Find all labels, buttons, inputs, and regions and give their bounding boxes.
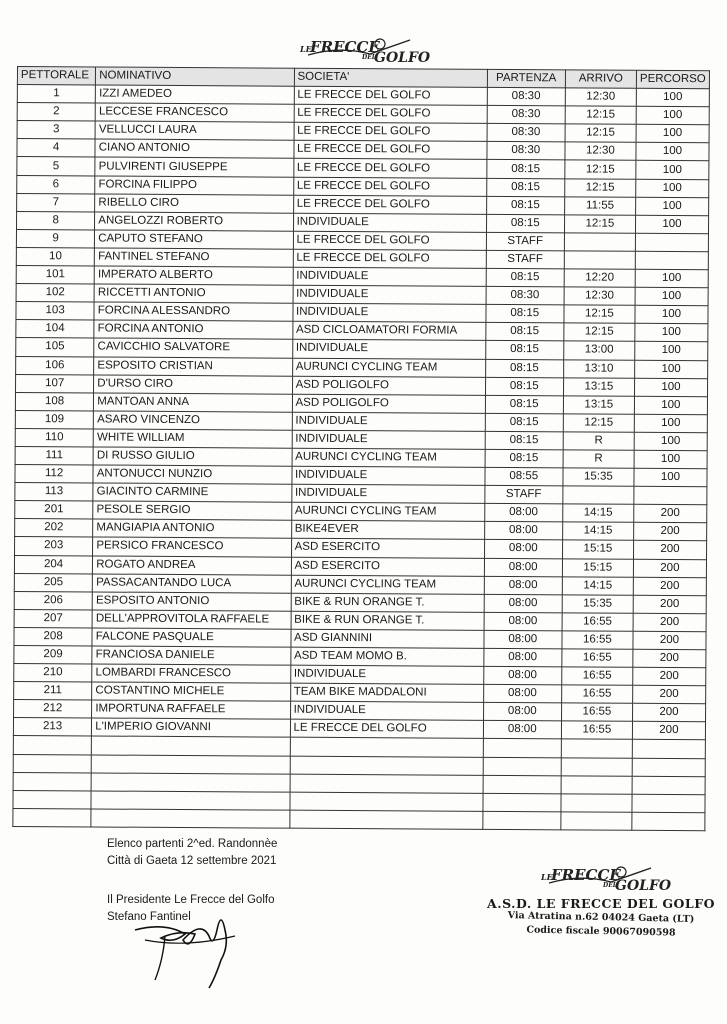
cell-societa: INDIVIDUALE <box>290 701 483 720</box>
cell-partenza: 08:15 <box>485 323 563 342</box>
cell-partenza: STAFF <box>484 486 562 505</box>
header-percorso: PERCORSO <box>636 70 709 89</box>
cell-nominativo: VELLUCCI LAURA <box>95 121 293 140</box>
cell-societa: TEAM BIKE MADDALONI <box>290 683 483 702</box>
cell-societa: LE FRECCE DEL GOLFO <box>294 122 487 141</box>
cell-pettorale: 4 <box>17 139 95 158</box>
cell-nominativo: COSTANTINO MICHELE <box>92 682 290 701</box>
header-nominativo: NOMINATIVO <box>96 67 294 86</box>
cell-partenza <box>483 793 561 812</box>
cell-pettorale: 209 <box>14 645 92 664</box>
cell-partenza: 08:30 <box>487 124 565 143</box>
cell-percorso: 100 <box>634 414 707 433</box>
cell-nominativo: CIANO ANTONIO <box>95 139 293 158</box>
cell-partenza: 08:15 <box>486 268 564 287</box>
cell-percorso: 200 <box>632 685 705 704</box>
logo-text-main: FRECCE <box>310 38 380 56</box>
cell-partenza: STAFF <box>486 250 564 269</box>
cell-pettorale: 204 <box>14 555 92 574</box>
cell-pettorale: 211 <box>14 682 92 701</box>
cell-pettorale: 8 <box>17 211 95 230</box>
cell-societa: INDIVIDUALE <box>290 665 483 684</box>
cell-arrivo: 12:15 <box>565 106 636 125</box>
cell-nominativo: CAPUTO STEFANO <box>95 230 293 249</box>
cell-nominativo: FRANCIOSA DANIELE <box>92 646 290 665</box>
cell-percorso: 200 <box>633 595 706 614</box>
table-row <box>13 808 705 830</box>
cell-pettorale: 107 <box>16 374 94 393</box>
cell-percorso: 200 <box>633 613 706 632</box>
cell-percorso <box>632 740 705 759</box>
cell-arrivo: 12:15 <box>565 178 636 197</box>
cell-arrivo: 13:15 <box>563 377 634 396</box>
cell-pettorale: 6 <box>17 175 95 194</box>
cell-partenza: STAFF <box>486 232 564 251</box>
header-societa: SOCIETA' <box>294 68 487 87</box>
cell-arrivo: 15:35 <box>563 468 634 487</box>
cell-percorso: 100 <box>635 342 708 361</box>
logo-text-end: GOLFO <box>374 50 431 66</box>
cell-percorso: 200 <box>633 631 706 650</box>
cell-percorso: 200 <box>633 559 706 578</box>
cell-arrivo: 16:55 <box>562 667 633 686</box>
cell-societa <box>290 774 483 793</box>
cell-nominativo: ANTONUCCI NUNZIO <box>93 465 291 484</box>
participants-table <box>12 66 710 831</box>
cell-percorso <box>635 233 708 252</box>
stamp-logo <box>541 862 672 896</box>
cell-nominativo: RICCETTI ANTONIO <box>94 284 292 303</box>
cell-nominativo: IMPORTUNA RAFFAELE <box>92 700 290 719</box>
cell-arrivo <box>561 794 632 813</box>
cell-nominativo <box>91 791 289 810</box>
cell-nominativo: ESPOSITO ANTONIO <box>92 592 290 611</box>
cell-nominativo: FALCONE PASQUALE <box>92 628 290 647</box>
cell-nominativo: WHITE WILLIAM <box>93 429 291 448</box>
cell-partenza: 08:55 <box>485 467 563 486</box>
cell-percorso: 200 <box>633 649 706 668</box>
cell-nominativo: ANGELOZZI ROBERTO <box>95 212 293 231</box>
cell-pettorale: 213 <box>13 718 91 737</box>
cell-partenza: 08:00 <box>484 522 562 541</box>
cell-pettorale: 111 <box>15 446 93 465</box>
stamp-logo-text-le: LE <box>541 872 553 882</box>
cell-nominativo: LOMBARDI FRANCESCO <box>92 664 290 683</box>
cell-percorso <box>632 812 705 831</box>
cell-partenza: 08:00 <box>484 594 562 613</box>
cell-arrivo: 12:20 <box>564 269 635 288</box>
cell-societa: ASD POLIGOLFO <box>292 376 485 395</box>
cell-percorso: 200 <box>632 704 705 723</box>
cell-nominativo: PERSICO FRANCESCO <box>93 537 291 556</box>
cell-pettorale <box>13 754 91 773</box>
cell-nominativo: FANTINEL STEFANO <box>95 248 293 267</box>
cell-arrivo <box>564 233 635 252</box>
cell-societa: LE FRECCE DEL GOLFO <box>293 159 486 178</box>
cell-nominativo: FORCINA FILIPPO <box>95 176 293 195</box>
cell-partenza: 08:00 <box>484 558 562 577</box>
cell-arrivo <box>564 251 635 270</box>
cell-pettorale: 201 <box>15 501 93 520</box>
cell-percorso <box>632 758 705 777</box>
cell-pettorale: 113 <box>15 483 93 502</box>
cell-partenza <box>482 811 560 830</box>
cell-pettorale: 2 <box>17 103 95 122</box>
cell-nominativo: CAVICCHIO SALVATORE <box>94 338 292 357</box>
cell-percorso: 100 <box>636 125 709 144</box>
cell-societa <box>290 756 483 775</box>
stamp-address: Via Atratina n.62 04024 Gaeta (LT) <box>507 910 695 925</box>
cell-pettorale: 108 <box>15 392 93 411</box>
cell-pettorale: 102 <box>16 284 94 303</box>
cell-societa: ASD POLIGOLFO <box>292 394 485 413</box>
cell-nominativo: LECCESE FRANCESCO <box>95 103 293 122</box>
cell-percorso <box>632 776 705 795</box>
cell-societa: BIKE & RUN ORANGE T. <box>291 593 484 612</box>
cell-nominativo: ESPOSITO CRISTIAN <box>94 356 292 375</box>
cell-societa <box>290 792 483 811</box>
cell-arrivo: 16:55 <box>562 631 633 650</box>
cell-percorso <box>635 251 708 270</box>
cell-percorso: 100 <box>635 287 708 306</box>
cell-societa <box>289 810 482 829</box>
cell-nominativo: DELL'APPROVITOLA RAFFAELE <box>92 610 290 629</box>
cell-pettorale: 208 <box>14 627 92 646</box>
cell-partenza: 08:00 <box>483 685 561 704</box>
cell-societa: LE FRECCE DEL GOLFO <box>294 104 487 123</box>
cell-societa: AURUNCI CYCLING TEAM <box>292 448 485 467</box>
cell-partenza: 08:15 <box>485 341 563 360</box>
cell-pettorale: 106 <box>16 356 94 375</box>
logo-text-le: LE <box>300 44 312 54</box>
stamp-logo-text-end: GOLFO <box>615 878 672 894</box>
cell-arrivo: R <box>563 450 634 469</box>
cell-arrivo: 16:55 <box>562 685 633 704</box>
cell-partenza: 08:15 <box>485 395 563 414</box>
cell-partenza: 08:15 <box>485 431 563 450</box>
footer-event-title: Elenco partenti 2^ed. Randonnèe <box>107 838 278 850</box>
cell-arrivo: 12:15 <box>565 124 636 143</box>
cell-percorso: 100 <box>634 450 707 469</box>
cell-arrivo: 12:15 <box>563 414 634 433</box>
cell-pettorale <box>13 790 91 809</box>
cell-pettorale: 203 <box>15 537 93 556</box>
cell-pettorale: 9 <box>16 229 94 248</box>
cell-societa: INDIVIDUALE <box>293 303 486 322</box>
association-stamp <box>486 862 716 939</box>
cell-percorso: 200 <box>633 667 706 686</box>
cell-societa: INDIVIDUALE <box>292 412 485 431</box>
cell-partenza: 08:15 <box>485 449 563 468</box>
cell-percorso: 100 <box>634 468 707 487</box>
footer-president-title: Il Presidente Le Frecce del Golfo <box>107 894 275 906</box>
cell-partenza: 08:00 <box>483 666 561 685</box>
cell-percorso: 200 <box>632 722 705 741</box>
cell-societa: ASD TEAM MOMO B. <box>290 647 483 666</box>
cell-percorso: 100 <box>635 215 708 234</box>
cell-arrivo: 12:15 <box>564 305 635 324</box>
cell-percorso: 200 <box>633 523 706 542</box>
cell-nominativo: L'IMPERIO GIOVANNI <box>92 718 290 737</box>
cell-pettorale: 5 <box>17 157 95 176</box>
cell-partenza: 08:15 <box>486 160 564 179</box>
cell-percorso: 100 <box>634 432 707 451</box>
cell-partenza: 08:00 <box>484 504 562 523</box>
cell-societa: LE FRECCE DEL GOLFO <box>293 249 486 268</box>
cell-societa: LE FRECCE DEL GOLFO <box>294 141 487 160</box>
cell-percorso: 100 <box>636 161 709 180</box>
cell-percorso: 100 <box>636 106 709 125</box>
cell-pettorale: 210 <box>14 664 92 683</box>
cell-nominativo: ASARO VINCENZO <box>94 411 292 430</box>
cell-societa: BIKE4EVER <box>291 521 484 540</box>
cell-partenza <box>483 757 561 776</box>
cell-societa: AURUNCI CYCLING TEAM <box>292 358 485 377</box>
cell-percorso: 100 <box>634 360 707 379</box>
cell-societa: INDIVIDUALE <box>293 213 486 232</box>
cell-percorso: 200 <box>633 577 706 596</box>
cell-societa: BIKE & RUN ORANGE T. <box>291 611 484 630</box>
cell-partenza: 08:00 <box>483 648 561 667</box>
cell-pettorale: 104 <box>16 320 94 339</box>
cell-pettorale: 110 <box>15 428 93 447</box>
cell-percorso: 100 <box>635 324 708 343</box>
cell-percorso: 100 <box>636 88 709 107</box>
cell-partenza: 08:30 <box>486 286 564 305</box>
cell-arrivo: R <box>563 432 634 451</box>
cell-partenza: 08:15 <box>485 377 563 396</box>
cell-arrivo <box>561 757 632 776</box>
cell-societa: ASD ESERCITO <box>291 539 484 558</box>
cell-nominativo: DI RUSSO GIULIO <box>93 447 291 466</box>
frecce-del-golfo-logo <box>300 34 431 68</box>
cell-societa: LE FRECCE DEL GOLFO <box>293 177 486 196</box>
cell-nominativo <box>91 773 289 792</box>
cell-pettorale: 101 <box>16 266 94 285</box>
stamp-logo-text-del: DEL <box>603 882 617 889</box>
cell-arrivo <box>561 739 632 758</box>
cell-societa: INDIVIDUALE <box>292 466 485 485</box>
cell-partenza: 08:15 <box>486 214 564 233</box>
cell-arrivo: 16:55 <box>562 613 633 632</box>
cell-nominativo: ROGATO ANDREA <box>93 556 291 575</box>
stamp-name: A.S.D. LE FRECCE DEL GOLFO <box>487 896 715 911</box>
header-arrivo: ARRIVO <box>565 70 636 89</box>
cell-societa: LE FRECCE DEL GOLFO <box>294 86 487 105</box>
cell-nominativo: IMPERATO ALBERTO <box>94 266 292 285</box>
cell-percorso <box>632 794 705 813</box>
cell-arrivo: 12:15 <box>564 215 635 234</box>
cell-pettorale <box>13 736 91 755</box>
cell-percorso: 200 <box>634 505 707 524</box>
cell-pettorale: 206 <box>14 591 92 610</box>
cell-nominativo: FORCINA ALESSANDRO <box>94 302 292 321</box>
cell-partenza <box>483 739 561 758</box>
cell-arrivo: 15:35 <box>562 595 633 614</box>
cell-partenza <box>483 775 561 794</box>
cell-pettorale: 3 <box>17 121 95 140</box>
cell-nominativo <box>91 809 289 828</box>
cell-pettorale: 7 <box>17 193 95 212</box>
cell-pettorale <box>13 772 91 791</box>
cell-pettorale: 202 <box>15 519 93 538</box>
cell-arrivo: 13:10 <box>564 359 635 378</box>
cell-percorso: 100 <box>636 179 709 198</box>
cell-partenza: 08:15 <box>485 413 563 432</box>
cell-partenza: 08:15 <box>486 196 564 215</box>
cell-societa: AURUNCI CYCLING TEAM <box>291 502 484 521</box>
cell-nominativo: GIACINTO CARMINE <box>93 483 291 502</box>
cell-pettorale: 207 <box>14 609 92 628</box>
cell-arrivo: 15:15 <box>562 558 633 577</box>
cell-nominativo: PESOLE SERGIO <box>93 501 291 520</box>
cell-partenza: 08:00 <box>483 721 561 740</box>
cell-arrivo: 13:00 <box>564 341 635 360</box>
cell-arrivo: 12:30 <box>565 142 636 161</box>
cell-arrivo <box>561 775 632 794</box>
cell-percorso: 100 <box>634 378 707 397</box>
cell-percorso <box>634 486 707 505</box>
header-partenza: PARTENZA <box>487 69 565 88</box>
cell-partenza: 08:30 <box>487 106 565 125</box>
cell-nominativo: IZZI AMEDEO <box>96 85 294 104</box>
cell-societa: LE FRECCE DEL GOLFO <box>293 231 486 250</box>
cell-pettorale <box>13 808 91 827</box>
cell-partenza: 08:30 <box>487 142 565 161</box>
cell-percorso: 100 <box>634 396 707 415</box>
cell-partenza: 08:15 <box>486 305 564 324</box>
cell-pettorale: 103 <box>16 302 94 321</box>
cell-societa: AURUNCI CYCLING TEAM <box>291 575 484 594</box>
cell-nominativo: MANTOAN ANNA <box>94 393 292 412</box>
cell-arrivo: 16:55 <box>562 649 633 668</box>
cell-arrivo: 11:55 <box>565 197 636 216</box>
cell-societa: ASD GIANNINI <box>291 629 484 648</box>
cell-societa <box>290 738 483 757</box>
cell-partenza: 08:00 <box>483 703 561 722</box>
cell-partenza: 08:15 <box>485 359 563 378</box>
stamp-logo-text-main: FRECCE <box>551 866 621 884</box>
cell-nominativo: RIBELLO CIRO <box>95 194 293 213</box>
cell-nominativo <box>92 736 290 755</box>
cell-pettorale: 109 <box>15 410 93 429</box>
cell-societa: ASD CICLOAMATORI FORMIA <box>292 322 485 341</box>
cell-arrivo <box>563 486 634 505</box>
cell-pettorale: 10 <box>16 247 94 266</box>
cell-arrivo: 12:15 <box>565 160 636 179</box>
cell-arrivo: 14:15 <box>563 522 634 541</box>
cell-percorso: 100 <box>635 305 708 324</box>
cell-pettorale: 112 <box>15 465 93 484</box>
cell-partenza: 08:00 <box>484 630 562 649</box>
cell-societa: INDIVIDUALE <box>291 484 484 503</box>
footer-event-date: Città di Gaeta 12 settembre 2021 <box>107 855 277 867</box>
stamp-fiscal-code: Codice fiscale 90067090598 <box>526 924 676 939</box>
header-pettorale: PETTORALE <box>17 67 95 86</box>
cell-arrivo: 13:15 <box>563 396 634 415</box>
cell-societa: LE FRECCE DEL GOLFO <box>293 195 486 214</box>
cell-partenza: 08:00 <box>484 576 562 595</box>
cell-nominativo: D'URSO CIRO <box>94 375 292 394</box>
cell-nominativo: FORCINA ANTONIO <box>94 320 292 339</box>
cell-arrivo <box>561 812 632 831</box>
cell-arrivo: 16:55 <box>561 703 632 722</box>
cell-partenza: 08:15 <box>486 178 564 197</box>
cell-arrivo: 14:15 <box>563 504 634 523</box>
cell-arrivo: 12:30 <box>564 287 635 306</box>
cell-arrivo: 15:15 <box>562 540 633 559</box>
cell-partenza: 08:30 <box>487 87 565 106</box>
cell-percorso: 100 <box>635 269 708 288</box>
cell-pettorale: 1 <box>17 85 95 104</box>
logo-text-del: DEL <box>362 54 376 61</box>
cell-societa: LE FRECCE DEL GOLFO <box>290 720 483 739</box>
cell-arrivo: 16:55 <box>561 721 632 740</box>
cell-percorso: 100 <box>636 143 709 162</box>
cell-nominativo: PULVIRENTI GIUSEPPE <box>95 157 293 176</box>
cell-percorso: 100 <box>635 197 708 216</box>
cell-societa: INDIVIDUALE <box>292 340 485 359</box>
handwritten-signature <box>125 900 245 990</box>
cell-arrivo: 14:15 <box>562 576 633 595</box>
cell-societa: INDIVIDUALE <box>293 267 486 286</box>
cell-nominativo: MANGIAPIA ANTONIO <box>93 519 291 538</box>
cell-arrivo: 12:15 <box>564 323 635 342</box>
cell-arrivo: 12:30 <box>565 88 636 107</box>
cell-nominativo <box>91 755 289 774</box>
cell-societa: INDIVIDUALE <box>293 285 486 304</box>
cell-nominativo: PASSACANTANDO LUCA <box>93 574 291 593</box>
cell-pettorale: 212 <box>14 700 92 719</box>
cell-pettorale: 205 <box>14 573 92 592</box>
cell-societa: ASD ESERCITO <box>291 557 484 576</box>
cell-partenza: 08:00 <box>484 612 562 631</box>
footer-president-name: Stefano Fantinel <box>107 911 191 923</box>
cell-pettorale: 105 <box>16 338 94 357</box>
cell-percorso: 200 <box>633 541 706 560</box>
cell-partenza: 08:00 <box>484 540 562 559</box>
cell-societa: INDIVIDUALE <box>292 430 485 449</box>
